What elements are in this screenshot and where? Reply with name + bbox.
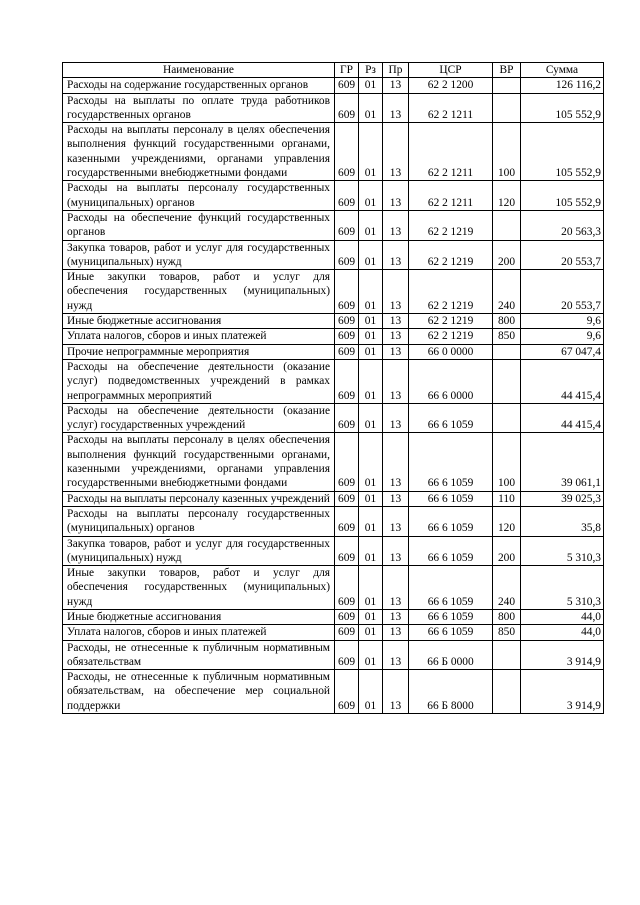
cell-rz: 01 <box>359 210 383 240</box>
cell-rz: 01 <box>359 93 383 123</box>
cell-csr: 66 0 0000 <box>409 344 493 359</box>
cell-rz: 01 <box>359 240 383 270</box>
cell-gr: 609 <box>335 329 359 344</box>
cell-rz: 01 <box>359 359 383 403</box>
cell-pr: 13 <box>383 78 409 93</box>
cell-csr: 66 6 1059 <box>409 625 493 640</box>
cell-csr: 66 6 1059 <box>409 491 493 506</box>
cell-gr: 609 <box>335 609 359 624</box>
cell-gr: 609 <box>335 640 359 670</box>
cell-name: Расходы на обеспечение деятельности (оказание услуг) подведомственных учреждений в рамках непрограммных мероприятий <box>63 359 335 403</box>
cell-sum: 44 415,4 <box>521 403 604 433</box>
cell-csr: 66 6 0000 <box>409 359 493 403</box>
cell-vr <box>493 93 521 123</box>
cell-gr: 609 <box>335 506 359 536</box>
cell-pr: 13 <box>383 433 409 491</box>
cell-pr: 13 <box>383 506 409 536</box>
cell-pr: 13 <box>383 270 409 314</box>
table-row <box>63 240 604 270</box>
cell-sum: 9,6 <box>521 329 604 344</box>
cell-name: Расходы на выплаты персоналу казенных учреждений <box>63 491 335 506</box>
cell-pr: 13 <box>383 344 409 359</box>
cell-vr: 800 <box>493 314 521 329</box>
cell-vr <box>493 210 521 240</box>
cell-gr: 609 <box>335 93 359 123</box>
cell-csr: 62 2 1219 <box>409 314 493 329</box>
cell-sum: 20 553,7 <box>521 240 604 270</box>
cell-gr: 609 <box>335 359 359 403</box>
cell-pr: 13 <box>383 536 409 566</box>
cell-pr: 13 <box>383 210 409 240</box>
cell-pr: 13 <box>383 625 409 640</box>
cell-name: Расходы на выплаты персоналу в целях обеспечения выполнения функций государственными органами, казенными учреждениями, органами управления государственными внебюджетными фондами <box>63 123 335 181</box>
cell-name: Расходы на выплаты персоналу государственных (муниципальных) органов <box>63 181 335 211</box>
cell-sum: 5 310,3 <box>521 536 604 566</box>
cell-csr: 62 2 1200 <box>409 78 493 93</box>
table-row <box>63 359 604 403</box>
cell-name: Иные закупки товаров, работ и услуг для обеспечения государственных (муниципальных) нужд <box>63 270 335 314</box>
cell-sum: 126 116,2 <box>521 78 604 93</box>
table-row <box>63 625 604 640</box>
cell-rz: 01 <box>359 536 383 566</box>
cell-rz: 01 <box>359 329 383 344</box>
cell-sum: 3 914,9 <box>521 670 604 714</box>
table-row <box>63 329 604 344</box>
table-row <box>63 433 604 491</box>
cell-pr: 13 <box>383 123 409 181</box>
cell-sum: 105 552,9 <box>521 181 604 211</box>
table-row <box>63 640 604 670</box>
cell-sum: 5 310,3 <box>521 566 604 610</box>
table-row <box>63 123 604 181</box>
cell-pr: 13 <box>383 670 409 714</box>
cell-pr: 13 <box>383 609 409 624</box>
cell-vr: 100 <box>493 123 521 181</box>
cell-gr: 609 <box>335 403 359 433</box>
table-body <box>63 78 604 714</box>
cell-vr: 850 <box>493 329 521 344</box>
budget-table <box>62 62 604 714</box>
cell-pr: 13 <box>383 403 409 433</box>
cell-rz: 01 <box>359 506 383 536</box>
cell-rz: 01 <box>359 270 383 314</box>
cell-name: Закупка товаров, работ и услуг для государственных (муниципальных) нужд <box>63 536 335 566</box>
cell-gr: 609 <box>335 210 359 240</box>
cell-vr: 240 <box>493 566 521 610</box>
cell-sum: 20 563,3 <box>521 210 604 240</box>
cell-csr: 62 2 1211 <box>409 181 493 211</box>
cell-sum: 20 553,7 <box>521 270 604 314</box>
cell-gr: 609 <box>335 314 359 329</box>
table-row <box>63 670 604 714</box>
cell-pr: 13 <box>383 359 409 403</box>
cell-name: Расходы на выплаты по оплате труда работников государственных органов <box>63 93 335 123</box>
table-row <box>63 314 604 329</box>
cell-pr: 13 <box>383 640 409 670</box>
cell-csr: 66 6 1059 <box>409 536 493 566</box>
cell-gr: 609 <box>335 78 359 93</box>
cell-csr: 62 2 1219 <box>409 270 493 314</box>
cell-vr: 110 <box>493 491 521 506</box>
cell-name: Расходы на выплаты персоналу государственных (муниципальных) органов <box>63 506 335 536</box>
cell-name: Расходы на содержание государственных органов <box>63 78 335 93</box>
cell-vr: 200 <box>493 240 521 270</box>
cell-rz: 01 <box>359 625 383 640</box>
cell-vr: 120 <box>493 181 521 211</box>
cell-csr: 66 6 1059 <box>409 433 493 491</box>
cell-sum: 39 061,1 <box>521 433 604 491</box>
cell-name: Расходы, не отнесенные к публичным нормативным обязательствам, на обеспечение мер социальной поддержки <box>63 670 335 714</box>
cell-csr: 66 Б 8000 <box>409 670 493 714</box>
cell-sum: 39 025,3 <box>521 491 604 506</box>
table-row <box>63 403 604 433</box>
table-row <box>63 536 604 566</box>
cell-rz: 01 <box>359 433 383 491</box>
table-row <box>63 210 604 240</box>
cell-sum: 44,0 <box>521 609 604 624</box>
cell-gr: 609 <box>335 670 359 714</box>
cell-vr: 240 <box>493 270 521 314</box>
cell-vr <box>493 640 521 670</box>
cell-name: Уплата налогов, сборов и иных платежей <box>63 329 335 344</box>
budget-document <box>62 62 604 714</box>
cell-vr <box>493 359 521 403</box>
cell-pr: 13 <box>383 93 409 123</box>
cell-rz: 01 <box>359 78 383 93</box>
table-row <box>63 506 604 536</box>
header-sum: Сумма <box>521 63 604 78</box>
cell-pr: 13 <box>383 329 409 344</box>
cell-csr: 66 6 1059 <box>409 566 493 610</box>
header-pr: Пр <box>383 63 409 78</box>
table-row <box>63 566 604 610</box>
cell-rz: 01 <box>359 670 383 714</box>
cell-sum: 67 047,4 <box>521 344 604 359</box>
table-row <box>63 344 604 359</box>
cell-rz: 01 <box>359 344 383 359</box>
header-csr: ЦСР <box>409 63 493 78</box>
table-row <box>63 93 604 123</box>
cell-csr: 62 2 1219 <box>409 329 493 344</box>
cell-csr: 66 6 1059 <box>409 506 493 536</box>
cell-gr: 609 <box>335 181 359 211</box>
cell-vr: 850 <box>493 625 521 640</box>
cell-name: Иные бюджетные ассигнования <box>63 314 335 329</box>
cell-name: Иные бюджетные ассигнования <box>63 609 335 624</box>
cell-gr: 609 <box>335 536 359 566</box>
cell-vr <box>493 670 521 714</box>
cell-gr: 609 <box>335 491 359 506</box>
cell-gr: 609 <box>335 240 359 270</box>
cell-rz: 01 <box>359 640 383 670</box>
cell-name: Прочие непрограммные мероприятия <box>63 344 335 359</box>
cell-pr: 13 <box>383 181 409 211</box>
cell-rz: 01 <box>359 609 383 624</box>
cell-vr <box>493 344 521 359</box>
cell-sum: 9,6 <box>521 314 604 329</box>
cell-sum: 3 914,9 <box>521 640 604 670</box>
cell-csr: 62 2 1219 <box>409 240 493 270</box>
cell-gr: 609 <box>335 270 359 314</box>
cell-rz: 01 <box>359 403 383 433</box>
cell-vr: 100 <box>493 433 521 491</box>
header-gr: ГР <box>335 63 359 78</box>
cell-sum: 35,8 <box>521 506 604 536</box>
cell-gr: 609 <box>335 344 359 359</box>
cell-name: Расходы на обеспечение деятельности (оказание услуг) государственных учреждений <box>63 403 335 433</box>
header-rz: Рз <box>359 63 383 78</box>
cell-rz: 01 <box>359 491 383 506</box>
cell-pr: 13 <box>383 240 409 270</box>
cell-name: Расходы на выплаты персоналу в целях обеспечения выполнения функций государственными органами, казенными учреждениями, органами управления государственными внебюджетными фондами <box>63 433 335 491</box>
cell-vr <box>493 78 521 93</box>
cell-csr: 62 2 1219 <box>409 210 493 240</box>
cell-sum: 105 552,9 <box>521 123 604 181</box>
cell-vr <box>493 403 521 433</box>
table-row <box>63 491 604 506</box>
cell-name: Уплата налогов, сборов и иных платежей <box>63 625 335 640</box>
cell-gr: 609 <box>335 625 359 640</box>
cell-name: Расходы на обеспечение функций государственных органов <box>63 210 335 240</box>
cell-csr: 66 6 1059 <box>409 609 493 624</box>
cell-rz: 01 <box>359 123 383 181</box>
cell-csr: 66 6 1059 <box>409 403 493 433</box>
cell-vr: 200 <box>493 536 521 566</box>
cell-name: Закупка товаров, работ и услуг для государственных (муниципальных) нужд <box>63 240 335 270</box>
header-row <box>63 63 604 78</box>
cell-sum: 105 552,9 <box>521 93 604 123</box>
table-row <box>63 181 604 211</box>
cell-csr: 62 2 1211 <box>409 93 493 123</box>
cell-sum: 44,0 <box>521 625 604 640</box>
cell-rz: 01 <box>359 314 383 329</box>
cell-gr: 609 <box>335 566 359 610</box>
table-row <box>63 78 604 93</box>
cell-csr: 66 Б 0000 <box>409 640 493 670</box>
cell-sum: 44 415,4 <box>521 359 604 403</box>
cell-rz: 01 <box>359 566 383 610</box>
cell-rz: 01 <box>359 181 383 211</box>
cell-vr: 120 <box>493 506 521 536</box>
cell-gr: 609 <box>335 123 359 181</box>
table-row <box>63 609 604 624</box>
cell-vr: 800 <box>493 609 521 624</box>
cell-csr: 62 2 1211 <box>409 123 493 181</box>
header-name: Наименование <box>63 63 335 78</box>
cell-name: Расходы, не отнесенные к публичным нормативным обязательствам <box>63 640 335 670</box>
cell-name: Иные закупки товаров, работ и услуг для обеспечения государственных (муниципальных) нужд <box>63 566 335 610</box>
cell-pr: 13 <box>383 566 409 610</box>
table-row <box>63 270 604 314</box>
cell-gr: 609 <box>335 433 359 491</box>
header-vr: ВР <box>493 63 521 78</box>
cell-pr: 13 <box>383 491 409 506</box>
cell-pr: 13 <box>383 314 409 329</box>
